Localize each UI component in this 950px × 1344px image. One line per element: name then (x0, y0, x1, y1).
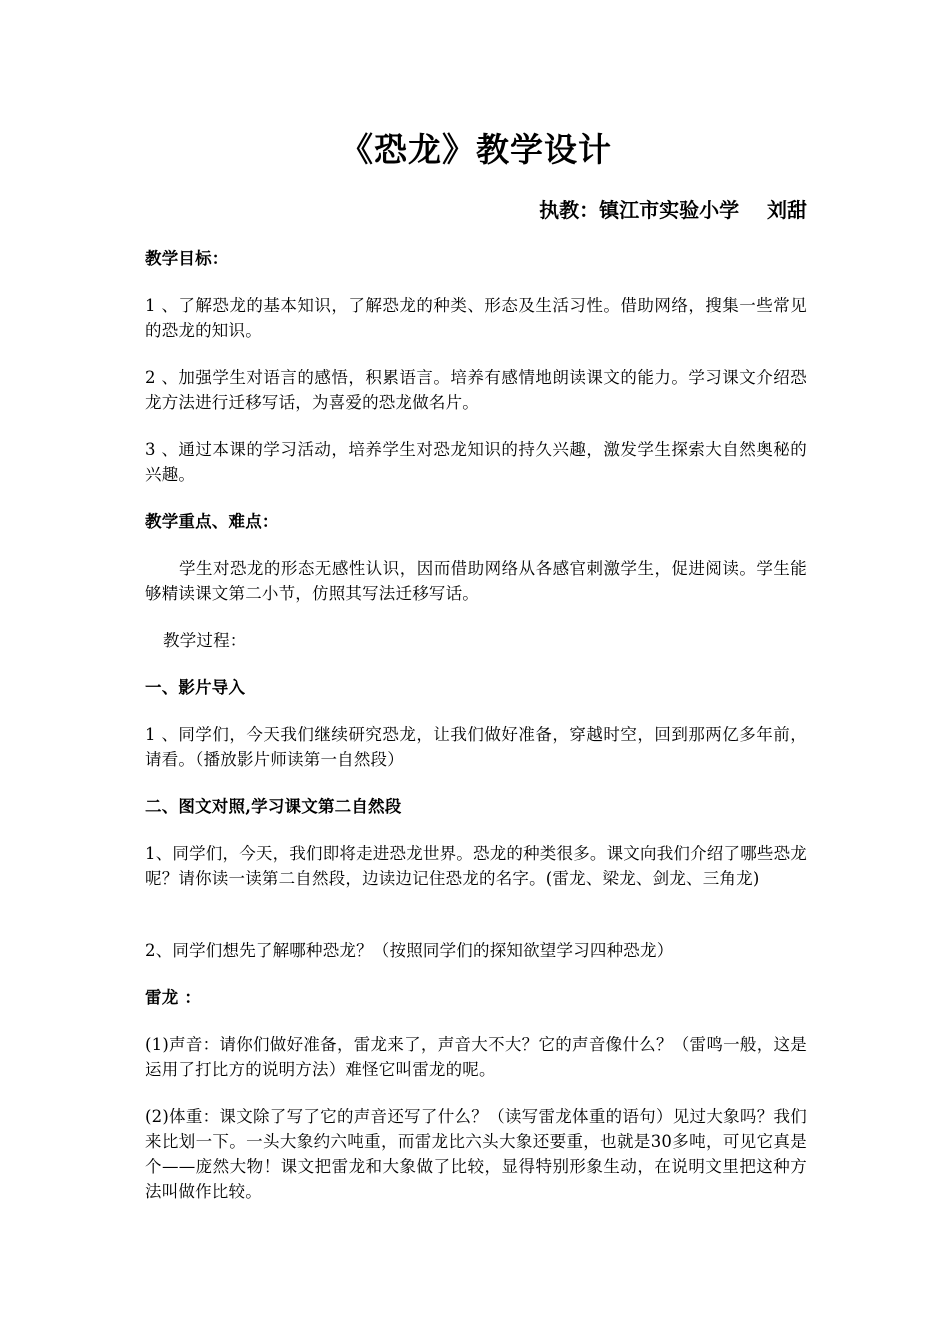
focus-text: 学生对恐龙的形态无感性认识，因而借助网络从各感官刺激学生，促进阅读。学生能够精读课文第二小节，仿照其写法迁移写话。 (145, 559, 807, 603)
leilong-heading: 雷龙 ： (145, 988, 202, 1007)
focus-heading: 教学重点、难点： (145, 512, 279, 531)
leilong-sound-paragraph: (1)声音：请你们做好准备，雷龙来了，声音大不大？它的声音像什么？（雷鸣一般，这是运用了打比方的说明方法）难怪它叫雷龙的呢。 (145, 1035, 807, 1079)
section-2-text-2: 2、同学们想先了解哪种恐龙？（按照同学们的探知欲望学习四种恐龙） (145, 941, 674, 960)
author-line: 执教：镇江市实验小学 刘甜 (539, 198, 807, 222)
section-1-text: 1 、同学们，今天我们继续研究恐龙，让我们做好准备，穿越时空，回到那两亿多年前，请看。（播放影片师读第一自然段） (145, 725, 807, 769)
process-heading: 教学过程： (163, 631, 247, 650)
document-title: 《恐龙》教学设计 (340, 130, 612, 169)
section-2-heading: 二、图文对照,学习课文第二自然段 (145, 797, 402, 816)
section-1-heading: 一、影片导入 (145, 678, 246, 697)
goal-item-1: 1 、了解恐龙的基本知识，了解恐龙的种类、形态及生活习性。借助网络，搜集一些常见的恐龙的知识。 (145, 296, 807, 340)
section-2-text-1: 1、同学们，今天，我们即将走进恐龙世界。恐龙的种类很多。课文向我们介绍了哪些恐龙呢？请你读一读第二自然段，边读边记住恐龙的名字。(雷龙、梁龙、剑龙、三角龙) (145, 844, 807, 888)
goal-item-3: 3 、通过本课的学习活动，培养学生对恐龙知识的持久兴趣，激发学生探索大自然奥秘的兴趣。 (145, 440, 807, 484)
leilong-weight-paragraph: (2)体重：课文除了写了它的声音还写了什么？（读写雷龙体重的语句）见过大象吗？我们来比划一下。一头大象约六吨重，而雷龙比六头大象还要重，也就是30多吨，可见它真是个——庞然大物！课文把雷龙和大象做了比较，显得特别形象生动，在说明文里把这种方法叫做作比较。 (145, 1107, 807, 1201)
goals-heading: 教学目标： (145, 249, 229, 268)
goal-item-2: 2 、加强学生对语言的感悟，积累语言。培养有感情地朗读课文的能力。学习课文介绍恐龙方法进行迁移写话，为喜爱的恐龙做名片。 (145, 368, 807, 412)
